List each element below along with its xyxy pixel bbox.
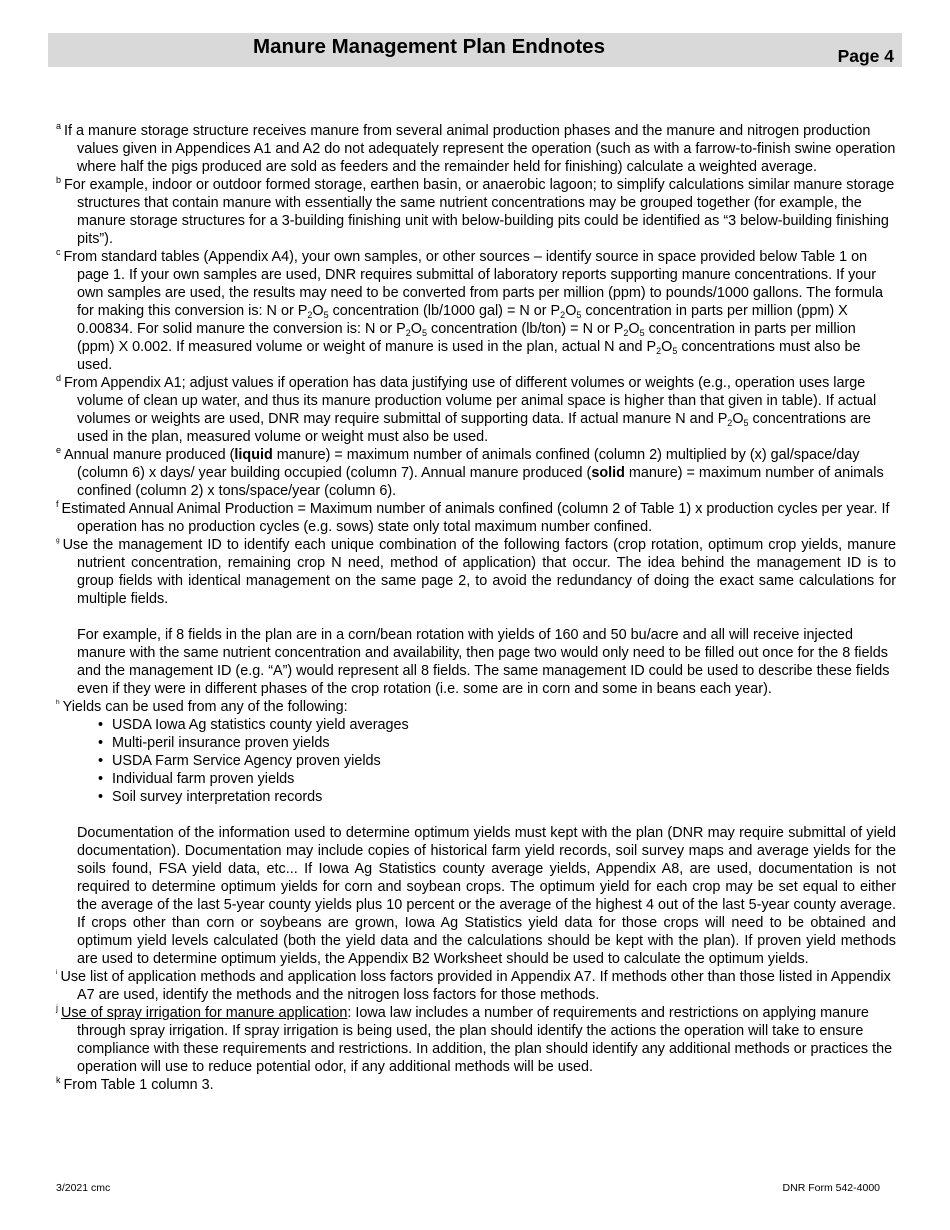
endnote-text: Yields can be used from any of the following: — [62, 699, 348, 715]
endnote-text: manure) = maximum number of animals confined (column 2) multiplied by (x) gal/space/day (column 6) x days/ year building occupied (column 7). Annual manure produced ( — [77, 447, 860, 481]
endnote-e — [56, 446, 896, 500]
endnote-text: From Appendix A1; adjust values if operation has data justifying use of different volumes or weights (e.g., operation uses large volume of clean up water, and thus its manure production volume per animal space is higher than that given in table). If actual volumes or weights are used, DNR may require submittal of supporting data. If actual manure N and P — [64, 375, 877, 427]
endnote-text: concentrations must also be used. — [77, 339, 861, 373]
subscript: 5 — [743, 418, 749, 428]
formula-letter: O — [732, 411, 744, 427]
endnote-text: concentrations are used in the plan, measured volume or weight must also be used. — [77, 411, 871, 445]
endnote-text: Estimated Annual Animal Production = Maximum number of animals confined (column 2 of Table 1) x production cycles per year. If operation has no production cycles (e.g. sows) state only total maximum number confined. — [61, 501, 890, 535]
endnote-f — [56, 500, 896, 536]
subscript: 5 — [639, 328, 645, 338]
bold-solid: solid — [591, 465, 625, 481]
endnote-marker: g — [56, 537, 60, 544]
endnote-text: If a manure storage structure receives manure from several animal production phases and the manure and nitrogen production values given in Appendices A1 and A2 do not adequately represent the operation (such as with a farrow-to-finish swine operation where half the pigs produced are sold as feeders and the remainder held for finishing) calculate a weighted average. — [64, 123, 896, 175]
endnote-marker: k — [56, 1075, 61, 1086]
endnote-marker: h — [56, 699, 60, 706]
endnote-marker: c — [56, 247, 61, 258]
list-item: • Soil survey interpretation records — [112, 788, 896, 806]
endnote-g — [56, 536, 896, 608]
page-number: Page 4 — [837, 46, 894, 66]
formula-letter: O — [565, 303, 577, 319]
endnote-k — [56, 1076, 896, 1094]
endnote-text: concentration in parts per million (ppm) X 0.00834. For solid manure the conversion is: N or P — [77, 303, 848, 337]
endnote-text: concentration (lb/1000 gal) = N or P — [328, 303, 561, 319]
endnote-text: : Iowa law includes a number of requirements and restrictions on applying manure through spray irrigation. If spray irrigation is being used, the plan should identify the actions the operation will take to ensure compliance with these requirements and restrictions. In addition, the plan should identify any additional methods or practices the operation will use to reduce potential odor, if any additional methods will be used. — [77, 1005, 893, 1075]
endnote-c — [56, 248, 896, 374]
endnote-b — [56, 176, 896, 248]
subscript: 5 — [421, 328, 427, 338]
footer-date: 3/2021 cmc — [56, 1182, 111, 1194]
page-title: Manure Management Plan Endnotes — [253, 35, 605, 58]
endnote-text: manure) = maximum number of animals confined (column 2) x tons/space/year (column 6). — [77, 465, 884, 499]
endnote-text: From Table 1 column 3. — [63, 1077, 214, 1093]
endnote-a — [56, 122, 896, 176]
endnote-text: Annual manure produced ( — [64, 447, 235, 463]
subscript: 5 — [672, 346, 678, 356]
endnote-marker: j — [56, 1003, 58, 1014]
list-item: • USDA Iowa Ag statistics county yield averages — [112, 716, 896, 734]
endnote-g-example: For example, if 8 fields in the plan are in a corn/bean rotation with yields of 160 and 50 bu/acre and all will receive injected manure with the same nutrient concentration and availability, then page two would only need to be filled out once for the 8 fields and the management ID (e.g. “A”) would represent all 8 fields. The same management ID could be used to describe these fields even if they were in different phases of the crop rotation (i.e. some are in corn and some in beans each year). — [77, 627, 890, 697]
formula-letter: O — [410, 321, 422, 337]
subscript: 2 — [307, 310, 313, 320]
endnote-marker: f — [56, 499, 59, 510]
list-item: • Individual farm proven yields — [112, 770, 896, 788]
subscript: 5 — [323, 310, 329, 320]
subscript: 2 — [560, 310, 566, 320]
endnote-marker: a — [56, 121, 62, 132]
endnote-text: concentration (lb/ton) = N or P — [427, 321, 624, 337]
endnote-text: For example, indoor or outdoor formed storage, earthen basin, or anaerobic lagoon; to simplify calculations similar manure storage structures that contain manure with essentially the same nutrient concentrations may be grouped together (for example, the manure storage structures for a 3-building finishing unit with below-building pits could be identified as “3 below-building finishing pits”). — [64, 177, 895, 247]
subscript: 2 — [405, 328, 411, 338]
bold-liquid: liquid — [234, 447, 273, 463]
subscript: 5 — [576, 310, 582, 320]
formula-letter: O — [312, 303, 324, 319]
subscript: 2 — [656, 346, 662, 356]
endnote-marker: b — [56, 175, 62, 186]
endnotes — [56, 122, 896, 1094]
endnote-marker: d — [56, 373, 62, 384]
spray-irrigation-heading: Use of spray irrigation for manure application — [61, 1005, 348, 1021]
endnote-marker: i — [56, 969, 58, 976]
page-header — [48, 33, 902, 67]
formula-letter: O — [628, 321, 640, 337]
subscript: 2 — [727, 418, 733, 428]
endnote-marker: e — [56, 445, 62, 456]
footer-form-number: DNR Form 542-4000 — [782, 1182, 880, 1194]
endnote-text: concentration in parts per million (ppm) X 0.002. If measured volume or weight of manure is used in the plan, actual N and P — [77, 321, 856, 355]
endnote-text: Use list of application methods and application loss factors provided in Appendix A7. If methods other than those listed in Appendix A7 are used, identify the methods and the nitrogen loss factors for those methods. — [60, 969, 891, 1003]
endnote-text: From standard tables (Appendix A4), your own samples, or other sources – identify source in space provided below Table 1 on page 1. If your own samples are used, DNR requires submittal of laboratory reports supporting manure concentrations. If your own samples are used, the results may need to be converted from parts per million (ppm) to pounds/1000 gallons. The formula for making this conversion is: N or P — [63, 249, 884, 319]
endnote-text: Use the management ID to identify each unique combination of the following factors (crop rotation, optimum crop yields, manure nutrient concentration, remaining crop N need, method of application) that occur. The idea behind the management ID is to group fields with identical management on the same page 2, to avoid the redundancy of doing the exact same calculations for multiple fields. — [62, 537, 896, 607]
endnote-d — [56, 374, 896, 446]
endnote-j — [56, 1004, 896, 1076]
endnote-i — [56, 968, 896, 1004]
subscript: 2 — [623, 328, 629, 338]
yield-sources-list — [56, 716, 896, 806]
list-item: • USDA Farm Service Agency proven yields — [112, 752, 896, 770]
formula-letter: O — [661, 339, 673, 355]
endnote-h — [56, 698, 896, 716]
list-item: • Multi-peril insurance proven yields — [112, 734, 896, 752]
endnote-h-documentation: Documentation of the information used to determine optimum yields must kept with the plan (DNR may require submittal of yield documentation). Documentation may include copies of historical farm yield records, soil survey maps and average yields for the soils found, FSA yield data, etc... If Iowa Ag Statistics county average yields, Appendix A8, are used, documentation is not required to determine optimum yields for corn and soybean crops. The optimum yield for each crop may be set equal to either the average of the last 5-year county yields plus 10 percent or the average of the highest 4 out of the last 5-year county average. If crops other than corn or soybeans are grown, Iowa Ag Statistics yield data for those crops will need to be obtained and optimum yield levels calculated (both the yield data and the calculations should be kept with the plan). If proven yield methods are used to determine optimum yields, the Appendix B2 Worksheet should be used to calculate the optimum yields. — [77, 825, 896, 967]
